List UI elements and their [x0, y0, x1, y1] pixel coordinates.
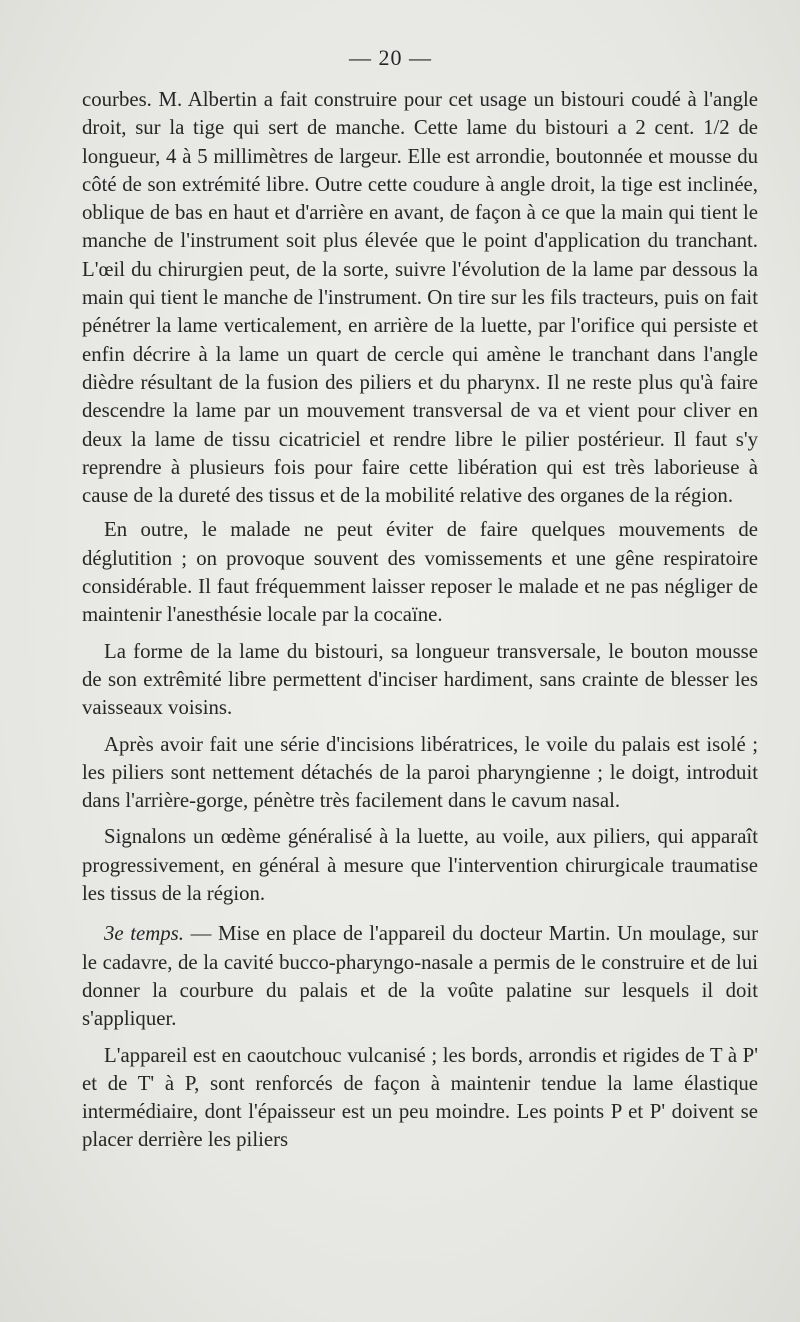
paragraph: Signalons un œdème généralisé à la luette, au voile, aux piliers, qui apparaît progressivement, en général à mesure que l'intervention chirurgicale traumatise les tissus de la région. — [82, 825, 758, 906]
paragraph: L'appareil est en caoutchouc vulcanisé ; les bords, arrondis et rigides de T à P' et de T' à P, sont renforcés de façon à maintenir tendue la lame élastique intermédiaire, dont l'épaisseur est un peu moindre. Les points P et P' doivent se placer derrière les piliers — [82, 1043, 758, 1152]
section-paragraph — [82, 920, 758, 1033]
paragraph: La forme de la lame du bistouri, sa longueur transversale, le bouton mousse de son extrêmité libre permettent d'inciser hardiment, sans crainte de blesser les vaisseaux voisins. — [82, 639, 758, 720]
paragraph: En outre, le malade ne peut éviter de faire quelques mouvements de déglutition ; on provoque souvent des vomissements et une gêne respiratoire considérable. Il faut fréquemment laisser reposer le malade et ne pas négliger de maintenir l'anesthésie locale par la cocaïne. — [82, 518, 758, 627]
page-number: — 20 — — [349, 45, 432, 70]
paragraph: courbes. M. Albertin a fait construire pour cet usage un bistouri coudé à l'angle droit, sur la tige qui sert de manche. Cette lame du bistouri a 2 cent. 1/2 de longueur, 4 à 5 millimètres de largeur. Elle est arrondie, boutonnée et mousse du côté de son extrémité libre. Outre cette coudure à angle droit, la tige est inclinée, oblique de bas en haut et d'arrière en avant, de façon à ce que la main qui tient le manche de l'instrument soit plus élevée que le point d'application du tranchant. L'œil du chirurgien peut, de la sorte, suivre l'évolution de la lame par dessous la main qui tient le manche de l'instrument. On tire sur les fils tracteurs, puis on fait pénétrer la lame verticalement, en arrière de la luette, par l'orifice qui persiste et enfin décrire à la lame un quart de cercle qui amène le tranchant dans l'angle dièdre résultant de la fusion des piliers et du pharynx. Il ne reste plus qu'à faire descendre la lame par un mouvement transversal de va et vient pour cliver en deux la lame de tissu cicatriciel et rendre libre le pilier postérieur. Il faut s'y reprendre à plusieurs fois pour faire cette libération qui est très laborieuse à cause de la dureté des tissus et de la mobilité relative des organes de la région. — [82, 88, 758, 508]
section-text: — Mise en place de l'appareil du docteur Martin. Un moulage, sur le cadavre, de la cavité bucco-pharyngo-nasale a permis de le construire et de lui donner la courbure du palais et de la voûte palatine sur lesquels il doit s'appliquer. — [82, 922, 758, 1031]
section-label: 3e temps. — [104, 922, 184, 946]
body-text — [82, 86, 758, 1155]
paragraph: Après avoir fait une série d'incisions libératrices, le voile du palais est isolé ; les piliers sont nettement détachés de la paroi pharyngienne ; le doigt, introduit dans l'arrière-gorge, pénètre très facilement dans le cavum nasal. — [82, 732, 758, 813]
